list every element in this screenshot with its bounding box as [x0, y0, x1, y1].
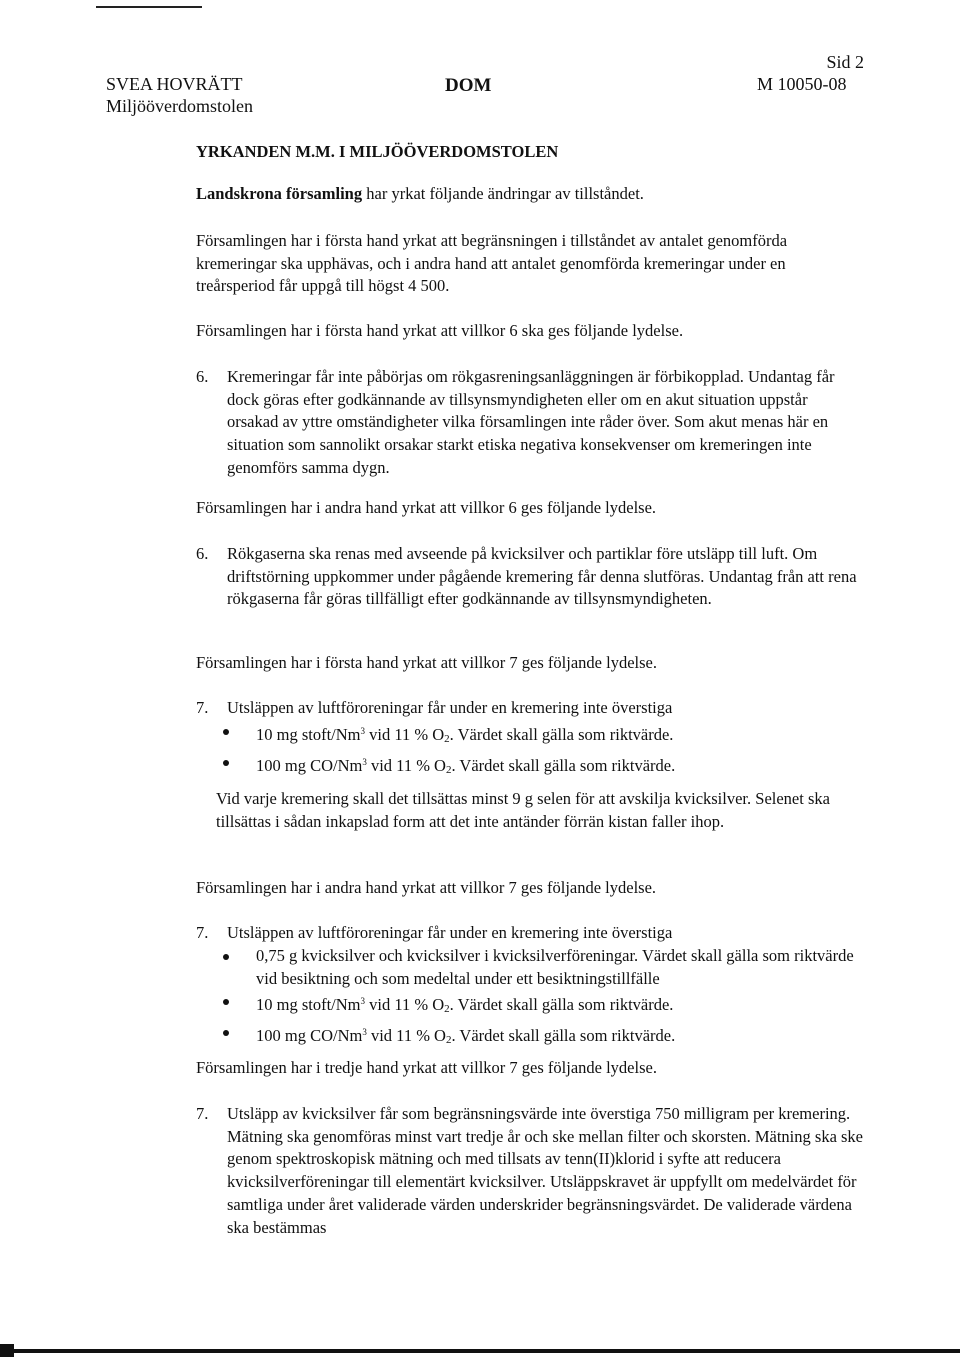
- condition-number: 7.: [196, 923, 209, 942]
- condition-7-secondary-list: [220, 945, 860, 1052]
- condition-6-primary: Kremeringar får inte påbörjas om rökgasreningsanläggningen är förbikopplad. Undantag får dock göras efter godkännande av tillsynsmyndigheten eller om en akut situation uppstår orsakad av yttre omständigheter vilka församlingen inte råder över. Som akut menas här en situation som sannolikt orsakar starkt etiska negativa konsekvenser om kremeringen inte genomförs samma dygn.: [227, 367, 835, 477]
- list-item: 100 mg CO/Nm$^3$ vid 11 % $O_2$. Värdet skall gälla som riktvärde.: [220, 751, 860, 782]
- condition-6-secondary: Rökgaserna ska renas med avseende på kvicksilver och partiklar före utsläpp till luft. Om driftstörning uppkommer under pågående kremering får denna slutföras. Undantag från att rena rökgaserna får göras tillfälligt efter godkännande av tillsynsmyndigheten.: [227, 544, 857, 609]
- intro-text: har yrkat följande ändringar av tillståndet.: [362, 184, 644, 203]
- list-item: 10 mg stoft/Nm$^3$ vid 11 % $O_2$. Värdet skall gälla som riktvärde.: [220, 720, 860, 751]
- condition-7-tertiary: Utsläpp av kvicksilver får som begränsningsvärde inte överstiga 750 milligram per kremering. Mätning ska genomföras minst vart tredje år och ske mellan filter och skorsten. Mätning ska ske genom spektroskopisk mätning och med tillsats av tenn(II)klorid i syfte att reducera kvicksilverföreningar till elementärt kvicksilver. Utsläppskravet är uppfyllt om medelvärdet för samtliga under året validerade värden underskrider begränsningsvärdet. De validerade värdena ska bestämmas: [227, 1104, 864, 1237]
- condition-number: 6.: [196, 544, 209, 563]
- party-name: Landskrona församling: [196, 184, 363, 203]
- intro-paragraph: [196, 183, 876, 206]
- list-item: 0,75 g kvicksilver och kvicksilver i kvicksilverföreningar. Värdet skall gälla som riktvärde vid besiktning och som medeltal under ett besiktningstillfälle: [220, 945, 860, 990]
- court-name: SVEA HOVRÄTT: [106, 74, 243, 94]
- condition-7-primary-selenium: Vid varje kremering skall det tillsättas minst 9 g selen för att avskilja kvicksilver. Selenet ska tillsättas i sådan inkapslad form att det inte antänder förrän kistan faller ihop.: [216, 789, 830, 831]
- condition-number: 7.: [196, 698, 209, 717]
- condition-7-primary-intro: Utsläppen av luftföroreningar får under en kremering inte överstiga: [227, 698, 673, 717]
- bottom-rule: [0, 1349, 960, 1353]
- condition-7-secondary-intro: Utsläppen av luftföroreningar får under en kremering inte överstiga: [227, 923, 673, 942]
- document-type: DOM: [445, 75, 492, 96]
- claim-paragraph-6: Församlingen har i tredje hand yrkat att villkor 7 ges följande lydelse.: [196, 1058, 657, 1077]
- claim-paragraph-5: Församlingen har i andra hand yrkat att villkor 7 ges följande lydelse.: [196, 878, 657, 897]
- claim-paragraph-4: Församlingen har i första hand yrkat att villkor 7 ges följande lydelse.: [196, 653, 657, 672]
- condition-7-primary-list: [220, 720, 860, 781]
- condition-number: 6.: [196, 367, 209, 386]
- section-heading: YRKANDEN M.M. I MILJÖÖVERDOMSTOLEN: [196, 142, 559, 161]
- list-item: 100 mg CO/Nm$^3$ vid 11 % $O_2$. Värdet skall gälla som riktvärde.: [220, 1021, 860, 1052]
- page-number: Sid 2: [826, 52, 864, 72]
- claim-paragraph-1: Församlingen har i första hand yrkat att begränsningen i tillståndet av antalet genomförda kremeringar ska upphävas, och i andra hand att antalet genomförda kremeringar under en treårsperiod får uppgå till högst 4 500.: [196, 231, 788, 296]
- top-rule: [96, 6, 202, 8]
- case-number: M 10050-08: [757, 74, 847, 94]
- list-item: 10 mg stoft/Nm$^3$ vid 11 % $O_2$. Värdet skall gälla som riktvärde.: [220, 990, 860, 1021]
- condition-number: 7.: [196, 1104, 209, 1123]
- claim-paragraph-2: Församlingen har i första hand yrkat att villkor 6 ska ges följande lydelse.: [196, 321, 684, 340]
- court-division: Miljööverdomstolen: [106, 96, 253, 116]
- claim-paragraph-3: Församlingen har i andra hand yrkat att villkor 6 ges följande lydelse.: [196, 498, 657, 517]
